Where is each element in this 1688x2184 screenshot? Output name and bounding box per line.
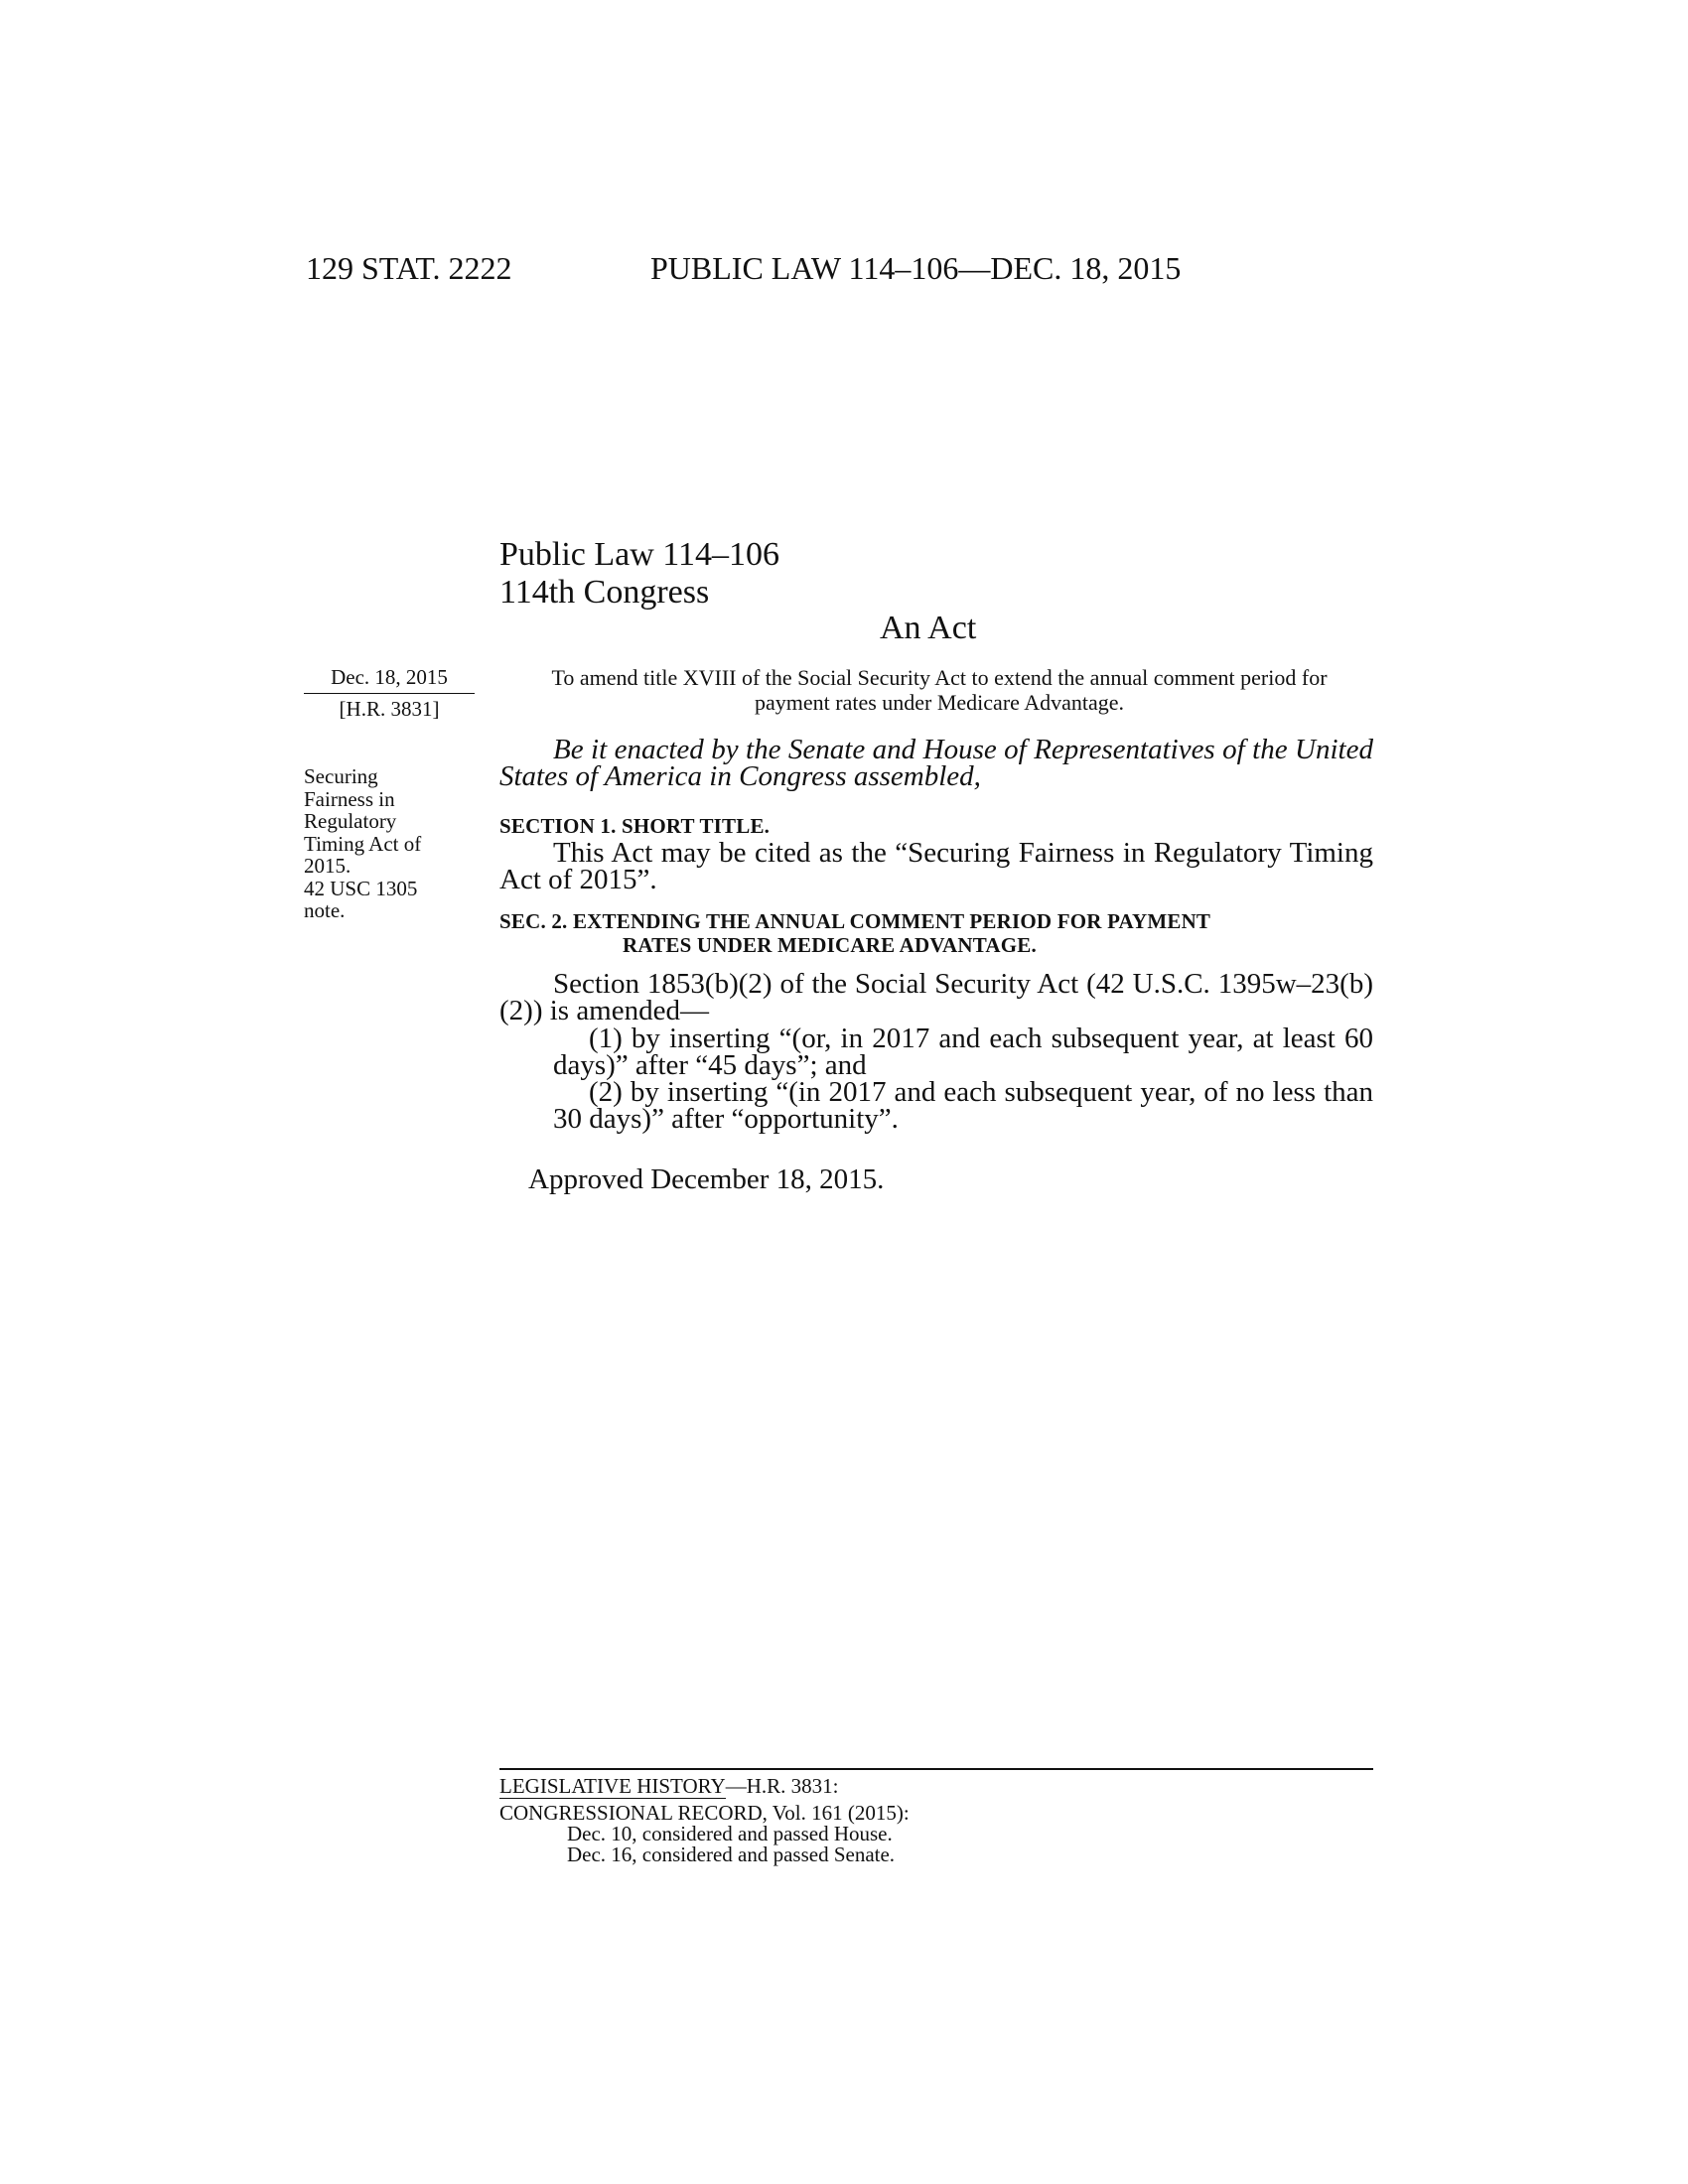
margin-note-line: 2015. [304,854,352,878]
page-number: 129 STAT. 2222 [306,250,512,286]
section-2-heading-line-1: SEC. 2. EXTENDING THE ANNUAL COMMENT PERIOD FOR PAYMENT [499,909,1211,933]
legislative-history-bill: —H.R. 3831: [725,1774,839,1798]
paragraph-1-text: (1) by inserting “(or, in 2017 and each subsequent year, at least 60 days)” after “45 days”; and [553,1023,1373,1081]
legislative-history-title [499,1774,838,1798]
approval-date: Approved December 18, 2015. [528,1163,885,1195]
margin-note-line: Timing Act of [304,831,422,856]
margin-bill-number: [H.R. 3831] [339,697,440,721]
section-2-intro-text: Section 1853(b)(2) of the Social Security Act (42 U.S.C. 1395w–23(b)(2)) is amended— [499,968,1373,1026]
legislative-history-rule [499,1768,1373,1770]
section-2-intro [499,968,1373,1026]
margin-note-line: Regulatory [304,809,397,833]
section-2-heading [499,909,1373,957]
enacting-clause-text: Be it enacted by the Senate and House of Representatives of the United States of America in Congress assembled, [499,734,1373,792]
section-2-paragraph-2 [553,1076,1373,1135]
congress-label: 114th Congress [499,574,710,611]
section-1-text [499,837,1373,895]
history-entry: Dec. 10, considered and passed House. [567,1822,893,1845]
purpose-statement: To amend title XVIII of the Social Security Act to extend the annual comment period for payment rates under Medicare Advantage. [551,665,1328,715]
legislative-history-label: LEGISLATIVE HISTORY [499,1774,726,1798]
margin-usc-line: 42 USC 1305 [304,876,418,900]
history-entry: Dec. 16, considered and passed Senate. [567,1843,896,1866]
running-head: PUBLIC LAW 114–106—DEC. 18, 2015 [650,250,1182,286]
section-1-body: This Act may be cited as the “Securing Fairness in Regulatory Timing Act of 2015”. [499,837,1373,895]
an-act-heading: An Act [880,610,977,646]
section-2-paragraph-1 [553,1025,1373,1079]
section-1-heading: SECTION 1. SHORT TITLE. [499,814,771,838]
section-2-heading-line-2: RATES UNDER MEDICARE ADVANTAGE. [623,933,1037,957]
margin-date: Dec. 18, 2015 [304,665,475,694]
margin-note-line: Securing [304,764,378,788]
congressional-record: CONGRESSIONAL RECORD, Vol. 161 (2015): [499,1801,910,1825]
paragraph-2-text: (2) by inserting “(in 2017 and each subsequent year, of no less than 30 days)” after “opportunity”. [553,1076,1373,1135]
margin-usc-line: note. [304,898,346,922]
enacting-clause [499,734,1373,792]
margin-note-line: Fairness in [304,786,395,811]
margin-notes [304,765,483,922]
public-law-title: Public Law 114–106 [499,536,780,573]
